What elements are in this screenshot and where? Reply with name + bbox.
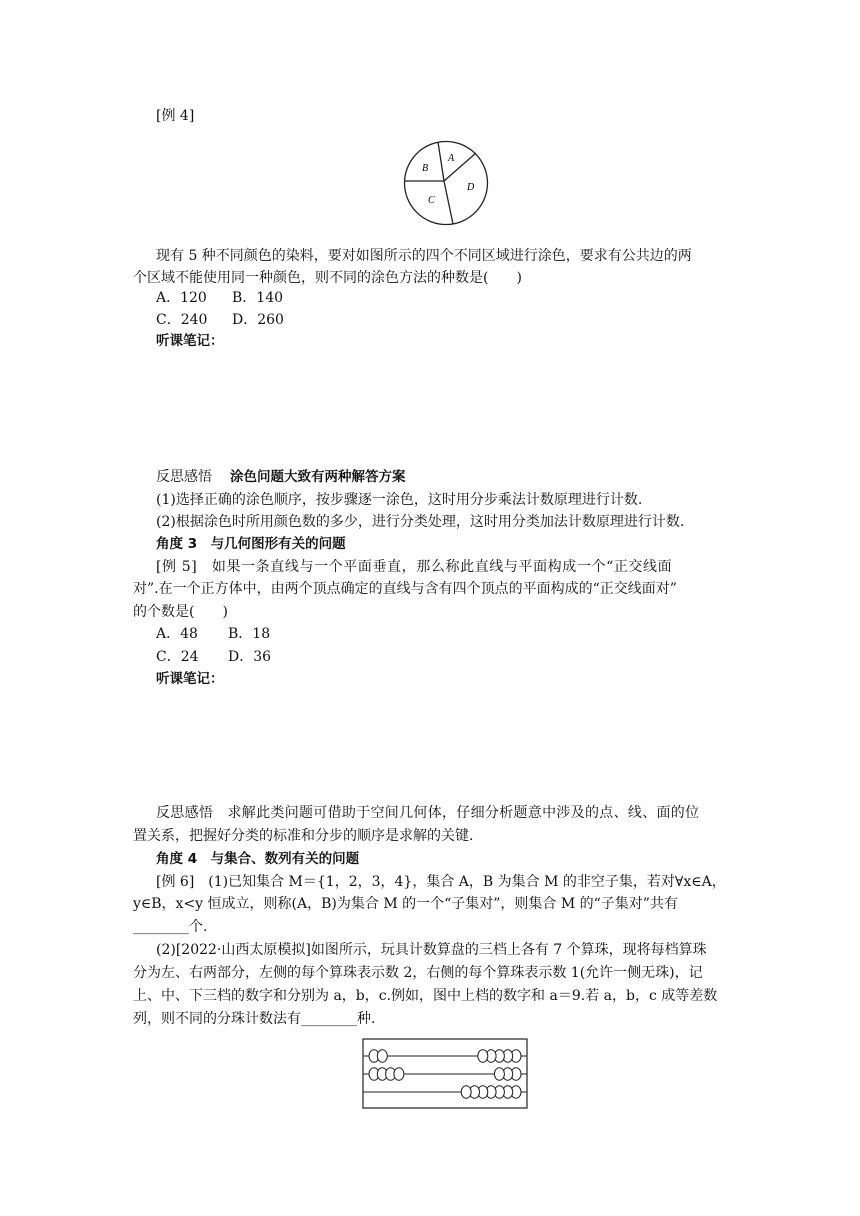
example-4-label: [例 4] xyxy=(156,108,195,124)
example-5-notes-label: 听课笔记： xyxy=(156,671,224,687)
abacus-bead-right xyxy=(461,1086,471,1098)
reflection-1-heading xyxy=(156,467,406,487)
example-6-part-1-line-3: ________个. xyxy=(133,919,208,935)
reflection-1-point-1: (1)选择正确的涂色顺序，按步骤逐一涂色，这时用分步乘法计数原理进行计数. xyxy=(156,492,643,508)
example-4-options-row-1 xyxy=(156,288,283,308)
example-6-part-1-line-1: [例 6] (1)已知集合 M＝{1，2，3，4}，集合 A，B 为集合 M 的非空子集，若对∀x∈A， xyxy=(156,874,726,890)
abacus-bead-left xyxy=(377,1050,387,1062)
reflection-2-line-2: 置关系，把握好分类的标准和分步的顺序是求解的关键. xyxy=(133,828,474,844)
option-d: D．260 xyxy=(232,312,284,328)
abacus-bead-right xyxy=(494,1068,504,1080)
example-4-question-line-1: 现有 5 种不同颜色的染料，要对如图所示的四个不同区域进行涂色，要求有公共边的两 xyxy=(156,248,692,264)
reflection-1-point-2: (2)根据涂色时所用颜色数的多少，进行分类处理，这时用分类加法计数原理进行计数. xyxy=(156,514,685,530)
option-a: A．48 xyxy=(156,626,198,642)
example-5-options-row-2 xyxy=(156,647,271,667)
option-c: C．24 xyxy=(156,649,199,665)
abacus-figure xyxy=(362,1038,528,1110)
region-label-c: C xyxy=(428,195,435,206)
reflection-1-title: 涂色问题大致有两种解答方案 xyxy=(230,469,406,485)
angle-3-heading: 角度 3 与几何图形有关的问题 xyxy=(156,536,346,552)
region-label-d: D xyxy=(467,182,475,193)
example-5-line-2: 对”.在一个正方体中，由两个顶点确定的直线与含有四个顶点的平面构成的“正交线面对” xyxy=(133,581,677,597)
region-label-b: B xyxy=(422,163,429,174)
option-b: B．18 xyxy=(228,626,271,642)
abacus-bead-left xyxy=(394,1068,404,1080)
example-4-notes-label: 听课笔记： xyxy=(156,333,224,349)
region-label-a: A xyxy=(448,153,455,164)
option-a: A．120 xyxy=(156,290,207,306)
example-6-part-2-line-2: 分为左、右两部分，左侧的每个算珠表示数 2，右侧的每个算珠表示数 1(允许一侧无珠)，记 xyxy=(133,965,703,981)
example-5-line-1: [例 5] 如果一条直线与一个平面垂直，那么称此直线与平面构成一个“正交线面 xyxy=(156,559,673,575)
abacus-bead-right xyxy=(478,1050,488,1062)
example-5-options-row-1 xyxy=(156,624,270,644)
example-6-part-1-line-2: y∈B，x<y 恒成立，则称(A，B)为集合 M 的一个“子集对”，则集合 M 的“子集对”共有 xyxy=(133,896,678,912)
example-4-options-row-2 xyxy=(156,310,284,330)
example-5-line-3: 的个数是( ) xyxy=(133,604,228,620)
reflection-2-line-1: 反思感悟 求解此类问题可借助于空间几何体，仔细分析题意中涉及的点、线、面的位 xyxy=(156,805,700,821)
example-4-question-line-2: 个区域不能使用同一种颜色，则不同的涂色方法的种数是( ) xyxy=(133,270,522,286)
example-6-part-2-line-1: (2)[2022·山西太原模拟]如图所示，玩具计数算盘的三档上各有 7 个算珠，现将每档算珠 xyxy=(156,942,707,958)
option-b: B．140 xyxy=(232,290,284,306)
pie-region-figure xyxy=(400,138,495,228)
reflection-1-lead: 反思感悟 xyxy=(156,469,212,485)
example-6-part-2-line-3: 上、中、下三档的数字和分别为 a，b，c.例如，图中上档的数字和 a＝9.若 a，b，c 成等差数 xyxy=(133,988,718,1004)
example-6-part-2-line-4: 列，则不同的分珠计数法有________种. xyxy=(133,1011,376,1027)
option-c: C．240 xyxy=(156,312,208,328)
angle-4-heading: 角度 4 与集合、数列有关的问题 xyxy=(156,851,360,867)
option-d: D．36 xyxy=(228,649,272,665)
